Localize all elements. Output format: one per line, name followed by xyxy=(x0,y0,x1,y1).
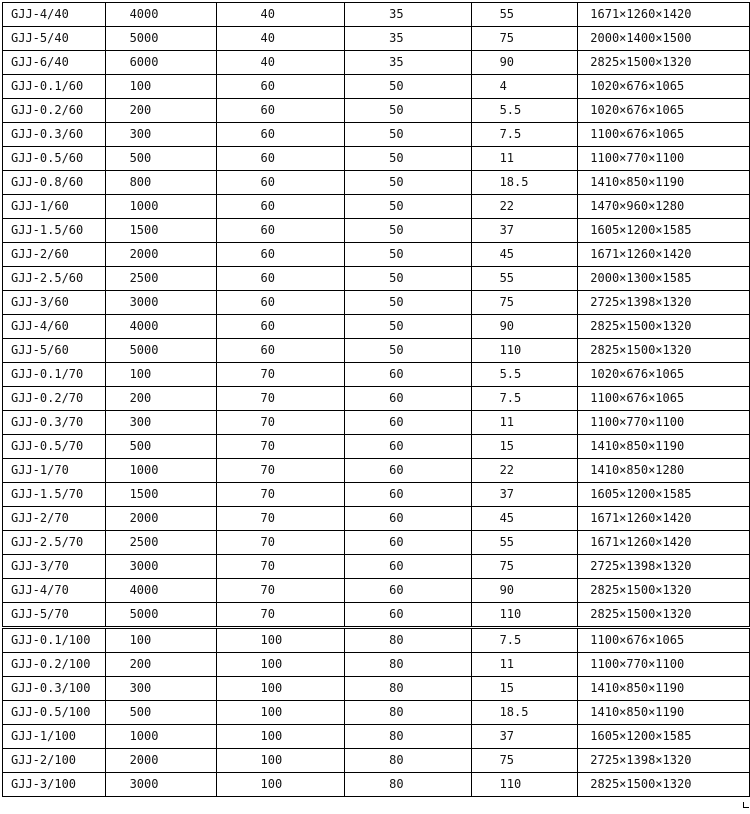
table-cell: 70 xyxy=(216,435,345,459)
table-cell: 2825×1500×1320 xyxy=(578,51,750,75)
table-cell: 1000 xyxy=(105,195,216,219)
table-row xyxy=(3,603,750,628)
table-cell: 60 xyxy=(345,363,471,387)
table-cell: 2725×1398×1320 xyxy=(578,555,750,579)
table-cell: GJJ-2/100 xyxy=(3,749,106,773)
table-cell: 2725×1398×1320 xyxy=(578,749,750,773)
table-cell: 60 xyxy=(345,603,471,628)
table-cell: 45 xyxy=(471,507,578,531)
table-cell: 22 xyxy=(471,459,578,483)
table-row xyxy=(3,459,750,483)
table-cell: 7.5 xyxy=(471,628,578,653)
table-cell: 80 xyxy=(345,677,471,701)
table-cell: 2000×1300×1585 xyxy=(578,267,750,291)
table-cell: 50 xyxy=(345,123,471,147)
table-cell: 37 xyxy=(471,725,578,749)
table-cell: GJJ-0.2/100 xyxy=(3,653,106,677)
table-cell: 2825×1500×1320 xyxy=(578,773,750,797)
table-cell: GJJ-4/40 xyxy=(3,3,106,27)
table-cell: 11 xyxy=(471,411,578,435)
table-cell: 1020×676×1065 xyxy=(578,99,750,123)
table-cell: 5000 xyxy=(105,603,216,628)
table-cell: 100 xyxy=(105,75,216,99)
table-cell: 2000 xyxy=(105,243,216,267)
table-row xyxy=(3,387,750,411)
table-row xyxy=(3,195,750,219)
table-cell: 70 xyxy=(216,555,345,579)
table-cell: 1605×1200×1585 xyxy=(578,725,750,749)
table-cell: 2825×1500×1320 xyxy=(578,315,750,339)
table-cell: 70 xyxy=(216,507,345,531)
table-cell: 55 xyxy=(471,267,578,291)
table-cell: 60 xyxy=(345,579,471,603)
table-cell: 50 xyxy=(345,99,471,123)
table-cell: 2500 xyxy=(105,267,216,291)
table-cell: 50 xyxy=(345,315,471,339)
table-cell: 1605×1200×1585 xyxy=(578,219,750,243)
table-cell: 100 xyxy=(216,773,345,797)
table-cell: 3000 xyxy=(105,555,216,579)
table-cell: 50 xyxy=(345,243,471,267)
specs-table-body xyxy=(3,3,750,797)
table-cell: 2000×1400×1500 xyxy=(578,27,750,51)
table-row xyxy=(3,75,750,99)
table-row xyxy=(3,725,750,749)
table-cell: 4000 xyxy=(105,3,216,27)
table-cell: 60 xyxy=(216,267,345,291)
table-cell: 55 xyxy=(471,3,578,27)
table-cell: 1470×960×1280 xyxy=(578,195,750,219)
table-cell: GJJ-2/70 xyxy=(3,507,106,531)
table-cell: GJJ-0.3/100 xyxy=(3,677,106,701)
specs-table xyxy=(2,2,750,797)
table-cell: 60 xyxy=(216,147,345,171)
table-cell: 2825×1500×1320 xyxy=(578,339,750,363)
table-cell: 500 xyxy=(105,435,216,459)
table-row xyxy=(3,51,750,75)
table-row xyxy=(3,773,750,797)
table-cell: 11 xyxy=(471,653,578,677)
table-cell: GJJ-4/60 xyxy=(3,315,106,339)
table-cell: 1410×850×1190 xyxy=(578,677,750,701)
table-cell: GJJ-5/40 xyxy=(3,27,106,51)
table-row xyxy=(3,363,750,387)
table-cell: 110 xyxy=(471,773,578,797)
table-cell: 1100×770×1100 xyxy=(578,147,750,171)
table-cell: GJJ-0.5/70 xyxy=(3,435,106,459)
table-cell: GJJ-1/60 xyxy=(3,195,106,219)
table-cell: GJJ-5/70 xyxy=(3,603,106,628)
table-cell: 200 xyxy=(105,387,216,411)
table-cell: GJJ-0.5/100 xyxy=(3,701,106,725)
table-cell: 75 xyxy=(471,291,578,315)
table-cell: 100 xyxy=(216,628,345,653)
table-cell: 2825×1500×1320 xyxy=(578,579,750,603)
table-cell: GJJ-0.2/60 xyxy=(3,99,106,123)
table-cell: 1500 xyxy=(105,483,216,507)
table-row xyxy=(3,339,750,363)
table-cell: 60 xyxy=(216,291,345,315)
table-cell: 50 xyxy=(345,171,471,195)
table-cell: 1410×850×1280 xyxy=(578,459,750,483)
table-cell: 35 xyxy=(345,51,471,75)
table-cell: 100 xyxy=(216,701,345,725)
table-cell: 2825×1500×1320 xyxy=(578,603,750,628)
table-cell: GJJ-0.1/70 xyxy=(3,363,106,387)
table-cell: 60 xyxy=(345,459,471,483)
table-cell: 5000 xyxy=(105,339,216,363)
table-cell: 80 xyxy=(345,749,471,773)
table-cell: 6000 xyxy=(105,51,216,75)
table-cell: GJJ-0.1/100 xyxy=(3,628,106,653)
table-cell: GJJ-3/100 xyxy=(3,773,106,797)
table-cell: 70 xyxy=(216,603,345,628)
table-row xyxy=(3,653,750,677)
table-cell: 75 xyxy=(471,27,578,51)
table-cell: 1410×850×1190 xyxy=(578,435,750,459)
table-cell: 11 xyxy=(471,147,578,171)
table-cell: 15 xyxy=(471,435,578,459)
table-cell: 5.5 xyxy=(471,99,578,123)
table-row xyxy=(3,171,750,195)
table-row xyxy=(3,507,750,531)
table-cell: 60 xyxy=(345,387,471,411)
table-cell: 37 xyxy=(471,219,578,243)
table-cell: 1500 xyxy=(105,219,216,243)
table-cell: 4000 xyxy=(105,579,216,603)
table-cell: 7.5 xyxy=(471,123,578,147)
table-cell: 100 xyxy=(216,677,345,701)
table-cell: 35 xyxy=(345,27,471,51)
table-cell: 70 xyxy=(216,483,345,507)
table-cell: GJJ-3/70 xyxy=(3,555,106,579)
table-cell: 100 xyxy=(216,725,345,749)
table-row xyxy=(3,628,750,653)
table-cell: 1100×676×1065 xyxy=(578,628,750,653)
table-cell: GJJ-2/60 xyxy=(3,243,106,267)
table-cell: GJJ-4/70 xyxy=(3,579,106,603)
table-cell: 1100×676×1065 xyxy=(578,387,750,411)
table-cell: 1000 xyxy=(105,459,216,483)
table-cell: 80 xyxy=(345,773,471,797)
table-cell: 40 xyxy=(216,27,345,51)
table-cell: 1605×1200×1585 xyxy=(578,483,750,507)
table-cell: 1100×770×1100 xyxy=(578,411,750,435)
table-cell: 200 xyxy=(105,99,216,123)
table-cell: GJJ-1.5/60 xyxy=(3,219,106,243)
corner-mark xyxy=(743,802,749,808)
table-cell: 60 xyxy=(216,75,345,99)
table-cell: 60 xyxy=(216,315,345,339)
table-row xyxy=(3,749,750,773)
table-row xyxy=(3,677,750,701)
table-cell: 70 xyxy=(216,363,345,387)
table-cell: 80 xyxy=(345,628,471,653)
table-cell: 3000 xyxy=(105,291,216,315)
table-cell: 100 xyxy=(216,749,345,773)
table-cell: 40 xyxy=(216,3,345,27)
table-cell: 60 xyxy=(345,507,471,531)
table-row xyxy=(3,3,750,27)
table-cell: 4000 xyxy=(105,315,216,339)
table-cell: GJJ-5/60 xyxy=(3,339,106,363)
table-cell: 60 xyxy=(345,483,471,507)
table-cell: 75 xyxy=(471,555,578,579)
table-row xyxy=(3,123,750,147)
table-cell: 70 xyxy=(216,387,345,411)
table-cell: 1410×850×1190 xyxy=(578,171,750,195)
table-cell: 1410×850×1190 xyxy=(578,701,750,725)
table-cell: 5000 xyxy=(105,27,216,51)
table-cell: 18.5 xyxy=(471,701,578,725)
table-cell: 50 xyxy=(345,339,471,363)
table-cell: 50 xyxy=(345,291,471,315)
table-cell: 60 xyxy=(216,243,345,267)
table-cell: GJJ-1/70 xyxy=(3,459,106,483)
table-cell: 22 xyxy=(471,195,578,219)
table-cell: 50 xyxy=(345,195,471,219)
table-cell: 80 xyxy=(345,725,471,749)
table-row xyxy=(3,27,750,51)
table-cell: 50 xyxy=(345,147,471,171)
table-cell: 50 xyxy=(345,75,471,99)
table-cell: 50 xyxy=(345,267,471,291)
table-cell: GJJ-0.3/70 xyxy=(3,411,106,435)
table-cell: 300 xyxy=(105,123,216,147)
table-cell: 60 xyxy=(216,339,345,363)
table-cell: 40 xyxy=(216,51,345,75)
table-cell: 1671×1260×1420 xyxy=(578,531,750,555)
table-cell: 200 xyxy=(105,653,216,677)
table-cell: GJJ-1/100 xyxy=(3,725,106,749)
table-cell: 1100×676×1065 xyxy=(578,123,750,147)
table-cell: 90 xyxy=(471,579,578,603)
table-cell: 1671×1260×1420 xyxy=(578,507,750,531)
table-cell: GJJ-2.5/60 xyxy=(3,267,106,291)
table-cell: 37 xyxy=(471,483,578,507)
table-cell: 100 xyxy=(105,363,216,387)
table-cell: 110 xyxy=(471,603,578,628)
table-row xyxy=(3,243,750,267)
table-cell: GJJ-6/40 xyxy=(3,51,106,75)
table-cell: 2000 xyxy=(105,507,216,531)
table-cell: 800 xyxy=(105,171,216,195)
table-cell: 60 xyxy=(216,123,345,147)
table-cell: 70 xyxy=(216,411,345,435)
table-cell: 50 xyxy=(345,219,471,243)
table-cell: GJJ-1.5/70 xyxy=(3,483,106,507)
table-cell: GJJ-0.1/60 xyxy=(3,75,106,99)
table-cell: 60 xyxy=(345,531,471,555)
table-row xyxy=(3,267,750,291)
table-row xyxy=(3,219,750,243)
table-cell: 500 xyxy=(105,147,216,171)
table-row xyxy=(3,147,750,171)
table-cell: GJJ-0.3/60 xyxy=(3,123,106,147)
table-cell: 2500 xyxy=(105,531,216,555)
table-row xyxy=(3,291,750,315)
table-cell: 90 xyxy=(471,315,578,339)
table-cell: 7.5 xyxy=(471,387,578,411)
table-cell: 70 xyxy=(216,579,345,603)
table-cell: 35 xyxy=(345,3,471,27)
table-cell: 5.5 xyxy=(471,363,578,387)
table-row xyxy=(3,483,750,507)
table-cell: 4 xyxy=(471,75,578,99)
table-row xyxy=(3,555,750,579)
table-cell: GJJ-3/60 xyxy=(3,291,106,315)
table-cell: 110 xyxy=(471,339,578,363)
table-cell: 18.5 xyxy=(471,171,578,195)
table-cell: 15 xyxy=(471,677,578,701)
table-cell: 100 xyxy=(105,628,216,653)
table-cell: 70 xyxy=(216,531,345,555)
table-cell: 90 xyxy=(471,51,578,75)
table-cell: 80 xyxy=(345,653,471,677)
table-cell: 300 xyxy=(105,677,216,701)
table-cell: 60 xyxy=(345,435,471,459)
table-row xyxy=(3,411,750,435)
table-cell: 100 xyxy=(216,653,345,677)
table-cell: 500 xyxy=(105,701,216,725)
table-cell: 1000 xyxy=(105,725,216,749)
table-row xyxy=(3,315,750,339)
table-cell: 60 xyxy=(216,99,345,123)
table-cell: 60 xyxy=(216,171,345,195)
table-cell: 60 xyxy=(345,411,471,435)
table-cell: GJJ-0.2/70 xyxy=(3,387,106,411)
table-cell: 55 xyxy=(471,531,578,555)
table-cell: 1020×676×1065 xyxy=(578,363,750,387)
table-cell: 1671×1260×1420 xyxy=(578,3,750,27)
table-cell: 2000 xyxy=(105,749,216,773)
table-row xyxy=(3,99,750,123)
table-cell: 1671×1260×1420 xyxy=(578,243,750,267)
table-cell: 60 xyxy=(216,195,345,219)
table-row xyxy=(3,579,750,603)
table-cell: 80 xyxy=(345,701,471,725)
table-cell: 60 xyxy=(345,555,471,579)
table-cell: GJJ-2.5/70 xyxy=(3,531,106,555)
table-cell: GJJ-0.5/60 xyxy=(3,147,106,171)
table-cell: 300 xyxy=(105,411,216,435)
table-cell: 60 xyxy=(216,219,345,243)
table-row xyxy=(3,435,750,459)
table-row xyxy=(3,531,750,555)
table-cell: 3000 xyxy=(105,773,216,797)
table-cell: 1100×770×1100 xyxy=(578,653,750,677)
table-cell: 75 xyxy=(471,749,578,773)
table-cell: 70 xyxy=(216,459,345,483)
table-cell: GJJ-0.8/60 xyxy=(3,171,106,195)
table-row xyxy=(3,701,750,725)
table-cell: 2725×1398×1320 xyxy=(578,291,750,315)
table-cell: 1020×676×1065 xyxy=(578,75,750,99)
table-cell: 45 xyxy=(471,243,578,267)
